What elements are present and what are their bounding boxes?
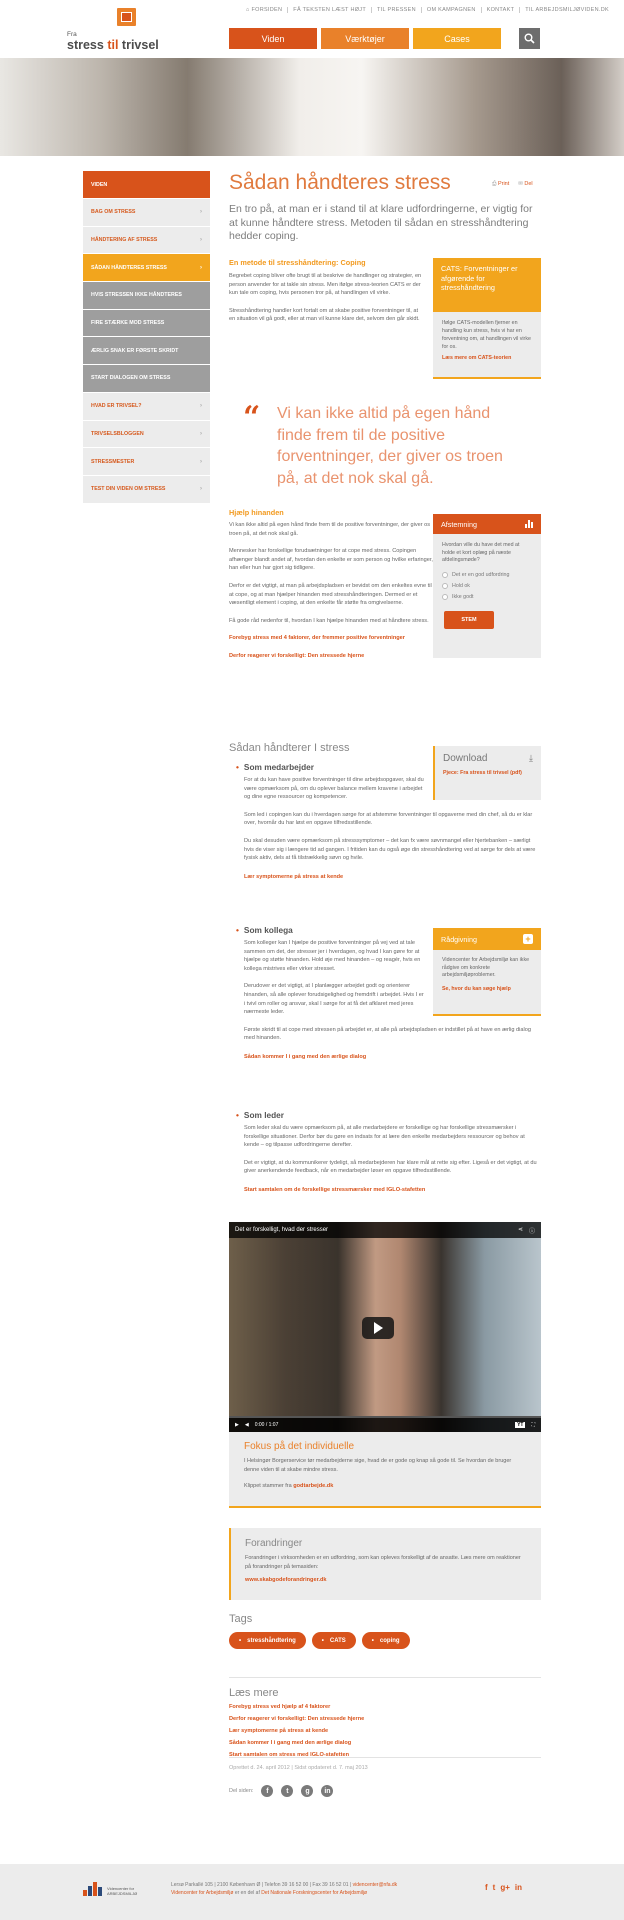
sidebar-item-start-dialogen[interactable]: START DIALOGEN OM STRESS bbox=[83, 365, 210, 393]
read-more-link-2[interactable]: Derfor reagerer vi forskelligt: Den stressede hjerne bbox=[229, 1716, 365, 1722]
sidebar-item-haandtering[interactable]: HÅNDTERING AF STRESS › bbox=[83, 227, 210, 255]
site-logo[interactable] bbox=[67, 8, 177, 50]
utility-readaloud-link[interactable]: FÅ TEKSTEN LÆST HØJT bbox=[287, 7, 371, 13]
employee-paragraph-2: Som led i copingen kan du i hverdagen sørge for at afstemme forventninger til opgaverne med din chef, så du er klar over, hvornår du har løst en opgave tilfredsstillende. bbox=[244, 811, 533, 827]
advice-text: Videncenter for Arbejdsmiljø kan ikke rådgive om konkrete arbejdsmiljøproblemer. bbox=[442, 957, 530, 978]
footer bbox=[0, 1864, 624, 1920]
chevron-right-icon: › bbox=[200, 458, 202, 465]
read-more-link-1[interactable]: Forebyg stress ved hjælp af 4 faktorer bbox=[229, 1704, 331, 1710]
poll-option-1[interactable]: Det er en god udfordring bbox=[442, 572, 532, 578]
footer-address: Lersø Parkallé 105 | 2100 København Ø | Telefon 39 16 52 00 | Fax 39 16 52 01 | videncenter@nfa.dk bbox=[171, 1882, 398, 1888]
sidebar-item-aerlig-snak[interactable]: ÆRLIG SNAK ER FØRSTE SKRIDT bbox=[83, 337, 210, 365]
sidebar-item-test-viden[interactable]: TEST DIN VIDEN OM STRESS › bbox=[83, 476, 210, 504]
video-player[interactable] bbox=[229, 1222, 541, 1432]
utility-campaign-link[interactable]: OM KAMPAGNEN bbox=[421, 7, 481, 13]
page-lead: En tro på, at man er i stand til at klare udfordringerne, er vigtig for at kunne håndtere stress. Metoden til sådan en stresshåndtering hedder coping. bbox=[229, 203, 533, 242]
sidebar-nav bbox=[83, 171, 210, 504]
linkedin-icon[interactable]: in bbox=[514, 1883, 523, 1892]
print-icon: ⎙ bbox=[492, 181, 498, 187]
colleague-paragraph-2: Derudover er det vigtigt, at I planlægger arbejdet godt og orienterer hinanden, så alle oplever forudsigelighed og fremdrift i arbejdet. Hvis I er i tvivl om roller og ansvar, skal I sørge for at få det afklaret med jeres nærmeste leder. bbox=[244, 983, 424, 1016]
video-caption bbox=[229, 1432, 541, 1508]
twitter-icon[interactable]: t bbox=[281, 1785, 293, 1797]
chevron-right-icon: › bbox=[200, 237, 202, 244]
footer-logo-text: Videncenter for ARBEJDSMILJØ bbox=[107, 1886, 138, 1896]
coping-heading: En metode til stresshåndtering: Coping bbox=[229, 258, 366, 267]
logo-top-text: Fra bbox=[67, 31, 77, 38]
employee-paragraph-1: For at du kan have positive forventninger til dine arbejdsopgaver, skal du være opmærksom på, om du oplever balance mellem kravene i arbejdet og dine egne ressourcer og kompetencer. bbox=[244, 777, 424, 801]
sidebar-item-trivsel[interactable]: HVAD ER TRIVSEL? › bbox=[83, 393, 210, 421]
chevron-right-icon: › bbox=[200, 430, 202, 437]
video-title-bar bbox=[229, 1222, 541, 1238]
footer-org-link-1[interactable]: Videncenter for Arbejdsmiljø bbox=[171, 1890, 234, 1896]
footer-email-link[interactable]: videncenter@nfa.dk bbox=[352, 1882, 398, 1888]
search-button[interactable] bbox=[519, 28, 540, 49]
advice-box bbox=[433, 928, 541, 1016]
employee-link[interactable]: Lær symptomerne på stress at kende bbox=[244, 873, 344, 880]
radio-button[interactable] bbox=[442, 594, 448, 600]
changes-link[interactable]: www.skabgodeforandringer.dk bbox=[245, 1577, 327, 1584]
home-icon: ⌂ bbox=[245, 7, 250, 13]
video-caption-text: I Helsingør Borgerservice tør medarbejderne sige, hvad de er gode og knap så gode til. Se hvordan de bruger denne viden til at skabe mindre stress. bbox=[244, 1458, 512, 1473]
sidebar-item-trivselsbloggen[interactable]: TRIVSELSBLOGGEN › bbox=[83, 421, 210, 449]
share-button[interactable]: ✉ Del bbox=[518, 181, 533, 187]
download-title: Download bbox=[443, 753, 488, 764]
sidebar-item-saadan-haandteres[interactable]: SÅDAN HÅNDTERES STRESS › bbox=[83, 254, 210, 282]
print-button[interactable]: ⎙ Print bbox=[492, 181, 510, 187]
coping-paragraph-1: Begrebet coping bliver ofte brugt til at beskrive de handlinger og strategier, en person anvender for at takle sin stress. Men ifølge stress-teorien CATS er der kun tale om coping, hvis personen tror på, at handlingen vil virke. bbox=[229, 273, 422, 297]
search-icon bbox=[524, 33, 535, 44]
tag-coping[interactable]: • coping bbox=[362, 1632, 410, 1649]
video-progress[interactable] bbox=[229, 1416, 541, 1418]
cats-box-text: Ifølge CATS-modellen fjerner en handling kun stress, hvis vi har en forventning om, at handlingen vil virke for os. bbox=[442, 320, 531, 350]
video-source: Klippet stammer fra godtarbejde.dk bbox=[244, 1483, 334, 1490]
coping-section bbox=[229, 258, 425, 324]
footer-org-link-2[interactable]: Det Nationale Forskningscenter for Arbejdsmiljø bbox=[261, 1890, 368, 1896]
share-icon[interactable]: ⋖ bbox=[517, 1226, 523, 1233]
leader-heading: • Som leder bbox=[236, 1110, 541, 1120]
hero-image bbox=[0, 58, 624, 156]
google-plus-icon[interactable]: g bbox=[301, 1785, 313, 1797]
poll-title: Afstemning bbox=[441, 519, 477, 529]
footer-org-line: Videncenter for Arbejdsmiljø er en del af Det Nationale Forskningscenter for Arbejdsmiljø bbox=[171, 1890, 368, 1896]
download-link[interactable]: Pjece: Fra stress til trivsel (pdf) bbox=[443, 770, 522, 776]
help-paragraph-3: Derfor er det vigtigt, at man på arbejdspladsen er bevidst om den enkeltes evne til at cope, og at man hjælper hinanden med stresshåndteringen. Dermed er et væsentligt element i coping, at den enkelte får støtte fra omgivelserne. bbox=[229, 582, 432, 607]
utility-nav bbox=[241, 7, 614, 13]
read-more-link-3[interactable]: Lær symptomerne på stress at kende bbox=[229, 1728, 329, 1734]
tags-title: Tags bbox=[229, 1613, 253, 1625]
video-caption-title: Fokus på det individuelle bbox=[244, 1441, 355, 1452]
sidebar-item-bag-om-stress[interactable]: BAG OM STRESS › bbox=[83, 199, 210, 227]
linkedin-icon[interactable]: in bbox=[321, 1785, 333, 1797]
tab-viden[interactable]: Viden bbox=[229, 28, 317, 49]
cats-box-title: CATS: Forventninger er afgørende for stresshåndtering bbox=[433, 258, 541, 312]
video-play-button[interactable] bbox=[362, 1317, 394, 1339]
utility-contact-link[interactable]: KONTAKT bbox=[481, 7, 520, 13]
tags-section bbox=[229, 1613, 410, 1649]
plus-icon[interactable]: + bbox=[523, 934, 533, 944]
help-link-forebyg[interactable]: Forebyg stress med 4 faktorer, der fremmer positive forventninger bbox=[229, 635, 405, 642]
leader-link[interactable]: Start samtalen om de forskellige stressmærsker med IGLO-stafetten bbox=[244, 1186, 426, 1193]
facebook-icon[interactable]: f bbox=[261, 1785, 273, 1797]
tag-stresshaandtering[interactable]: • stresshåndtering bbox=[229, 1632, 306, 1649]
radio-button[interactable] bbox=[442, 583, 448, 589]
changes-text: Forandringer i virksomheden er en udfordring, som kan opleves forskelligt af de ansatte. Læs mere om reaktioner på forandringer på temasiden: bbox=[245, 1555, 521, 1570]
leader-section bbox=[236, 1110, 541, 1193]
video-controls bbox=[229, 1418, 541, 1432]
sidebar-item-hvis-ikke[interactable]: HVIS STRESSEN IKKE HÅNDTERES bbox=[83, 282, 210, 310]
bar-chart-icon bbox=[525, 520, 533, 528]
footer-social bbox=[485, 1883, 522, 1892]
advice-header bbox=[433, 928, 541, 950]
sidebar-item-stressmester[interactable]: STRESSMESTER › bbox=[83, 448, 210, 476]
utility-press-link[interactable]: TIL PRESSEN bbox=[371, 7, 421, 13]
footer-logo[interactable] bbox=[83, 1882, 137, 1896]
page-title: Sådan håndteres stress bbox=[229, 171, 451, 194]
main-tabs bbox=[229, 28, 501, 49]
colleague-paragraph-3: Første skridt til at cope med stressen på arbejdet er, at alle på arbejdspladsen er indstillet på at have en ærlig dialog med hinanden. bbox=[244, 1026, 531, 1042]
info-icon[interactable]: ⓘ bbox=[528, 1228, 535, 1235]
facebook-icon[interactable]: f bbox=[485, 1883, 488, 1892]
tab-vaerktoejer[interactable]: Værktøjer bbox=[321, 28, 409, 49]
twitter-icon[interactable]: t bbox=[492, 1883, 496, 1892]
poll-options bbox=[433, 565, 541, 604]
main-content bbox=[229, 170, 541, 244]
leader-paragraph-2: Det er vigtigt, at du kommunikerer tydeligt, så medarbejderen har klare mål at rette sig efter. Ligeså er det vigtigt, at du giver anerkendende feedback, når en medarbejder løser en opgave tilfredsstillende. bbox=[244, 1159, 537, 1175]
coping-paragraph-2: Stresshåndtering handler kort fortalt om at skabe positive forventninger til, at en situation vil gå godt, eller at man vil kunne klare det, selvom den går skidt. bbox=[229, 307, 420, 323]
poll-option-3[interactable]: Ikke godt bbox=[442, 594, 532, 600]
colleague-link[interactable]: Sådan kommer I i gang med den ærlige dialog bbox=[244, 1053, 367, 1060]
fullscreen-icon[interactable]: ⛶ bbox=[531, 1422, 535, 1428]
help-section bbox=[229, 508, 435, 659]
changes-title: Forandringer bbox=[245, 1538, 303, 1549]
cats-box bbox=[433, 258, 541, 379]
sidebar-item-viden[interactable]: VIDEN bbox=[83, 171, 210, 199]
leader-paragraph-1: Som leder skal du være opmærksom på, at alle medarbejdere er forskellige og har forskellige stressmærsker i forskellige situationer. Derfor bør du gøre en indsats for at lære den enkelte medarbejders ressourcer og behov at kende – og tilpasse udfordringerne derefter. bbox=[244, 1125, 525, 1149]
video-source-link[interactable]: godtarbejde.dk bbox=[293, 1483, 334, 1490]
read-more-link-5[interactable]: Start samtalen om stress med IGLO-stafetten bbox=[229, 1752, 349, 1758]
employee-paragraph-3: Du skal desuden være opmærksom på stresssymptomer – det kan fx være søvnmangel eller hjertebanken – særligt hvis de viser sig i længere tid ad gangen. I fritiden kan du også øge din stresshåndtering ved at sørge for dels at være fysisk aktiv, dels at få tilstrækkelig søvn og hvile. bbox=[244, 837, 536, 862]
utility-arbejdsmiljoviden-link[interactable]: TIL ARBEJDSMILJØVIDEN.DK bbox=[519, 7, 614, 13]
utility-home-link[interactable]: ⌂ FORSIDEN bbox=[245, 7, 283, 13]
employee-heading: • Som medarbejder bbox=[236, 762, 541, 772]
volume-icon[interactable]: ◀ bbox=[244, 1422, 249, 1428]
read-more-section bbox=[229, 1677, 541, 1758]
download-icon[interactable]: ⤓ bbox=[529, 753, 533, 763]
help-paragraph-1: Vi kan ikke altid på egen hånd finde frem til de positive forventninger, der giver os troen på, at det nok skal gå. bbox=[229, 522, 431, 537]
cats-link[interactable]: Læs mere om CATS-teorien bbox=[442, 355, 512, 361]
vote-button[interactable]: STEM bbox=[444, 611, 494, 629]
sidebar-item-fire-staerke[interactable]: FIRE STÆRKE MOD STRESS bbox=[83, 310, 210, 338]
section-title: Sådan håndterer I stress bbox=[229, 742, 350, 754]
chevron-right-icon: › bbox=[200, 209, 202, 216]
chevron-right-icon: › bbox=[200, 403, 202, 410]
logo-wordmark: stress til trivsel bbox=[67, 38, 159, 52]
poll-box bbox=[433, 514, 541, 658]
read-more-title: Læs mere bbox=[229, 1687, 279, 1699]
youtube-icon[interactable]: YT bbox=[517, 1422, 524, 1428]
share-page-label: Del siden: bbox=[229, 1788, 254, 1794]
advice-title: Rådgivning bbox=[441, 934, 477, 944]
poll-option-2[interactable]: Hold ok bbox=[442, 583, 532, 589]
help-paragraph-4: Få gode råd nedenfor til, hvordan I kan hjælpe hinanden med at håndtere stress. bbox=[229, 617, 429, 624]
read-more-link-4[interactable]: Sådan kommer I i gang med den ærlige dialog bbox=[229, 1740, 352, 1746]
radio-button[interactable] bbox=[442, 572, 448, 578]
tab-cases[interactable]: Cases bbox=[413, 28, 501, 49]
tags-list bbox=[229, 1632, 410, 1649]
poll-header bbox=[433, 514, 541, 534]
logo-square-icon bbox=[122, 13, 131, 21]
pull-quote: Vi kan ikke altid på egen hånd finde frem til de positive forventninger, der giver os troen på, at det nok skal gå. bbox=[277, 405, 503, 487]
help-paragraph-2: Mennesker har forskellige forudsætninger for at cope med stress. Copingen afhænger blandt andet af, hvordan den enkelte er som person og hvilke erfaringer, han eller hun har gjort sig tidligere. bbox=[229, 548, 433, 572]
play-small-icon[interactable]: ▶ bbox=[235, 1422, 239, 1428]
help-heading: Hjælp hinanden bbox=[229, 508, 284, 517]
colleague-heading: • Som kollega bbox=[236, 925, 541, 935]
download-box bbox=[433, 746, 541, 800]
tag-cats[interactable]: • CATS bbox=[312, 1632, 356, 1649]
chevron-right-icon: › bbox=[200, 264, 202, 271]
video-time: 0:00 / 1:07 bbox=[254, 1422, 279, 1428]
colleague-paragraph-1: Som kolleger kan I hjælpe de positive forventninger på vej ved at tale sammen om det, der stresser jer i hverdagen, og hvad I kan gøre for at hjælpe og støtte hinanden. Hold øje med hinanden – og reagér, hvis en kollega mistrives eller virker stresset. bbox=[244, 940, 421, 972]
video-title: Det er forskelligt, hvad der stresser bbox=[235, 1227, 329, 1233]
download-header bbox=[435, 746, 541, 764]
page-dates: Oprettet d. 24. april 2012 | Sidst opdateret d. 7. maj 2013 bbox=[229, 1757, 541, 1771]
share-page bbox=[229, 1785, 336, 1797]
handle-section-header bbox=[229, 742, 429, 754]
play-icon bbox=[374, 1322, 383, 1334]
chevron-right-icon: › bbox=[200, 486, 202, 493]
quote-mark-icon: “ bbox=[243, 400, 261, 435]
poll-question: Hvordan ville du have det med at holde et kort oplæg på næste afdelingsmøde? bbox=[442, 542, 520, 563]
crown-logo-icon bbox=[83, 1882, 102, 1896]
advice-link[interactable]: Se, hvor du kan søge hjælp bbox=[442, 985, 511, 992]
google-plus-icon[interactable]: g+ bbox=[500, 1883, 510, 1892]
changes-box bbox=[229, 1528, 541, 1600]
help-link-hjerne[interactable]: Derfor reagerer vi forskelligt: Den stressede hjerne bbox=[229, 653, 365, 660]
share-icon: ✉ bbox=[518, 181, 525, 187]
